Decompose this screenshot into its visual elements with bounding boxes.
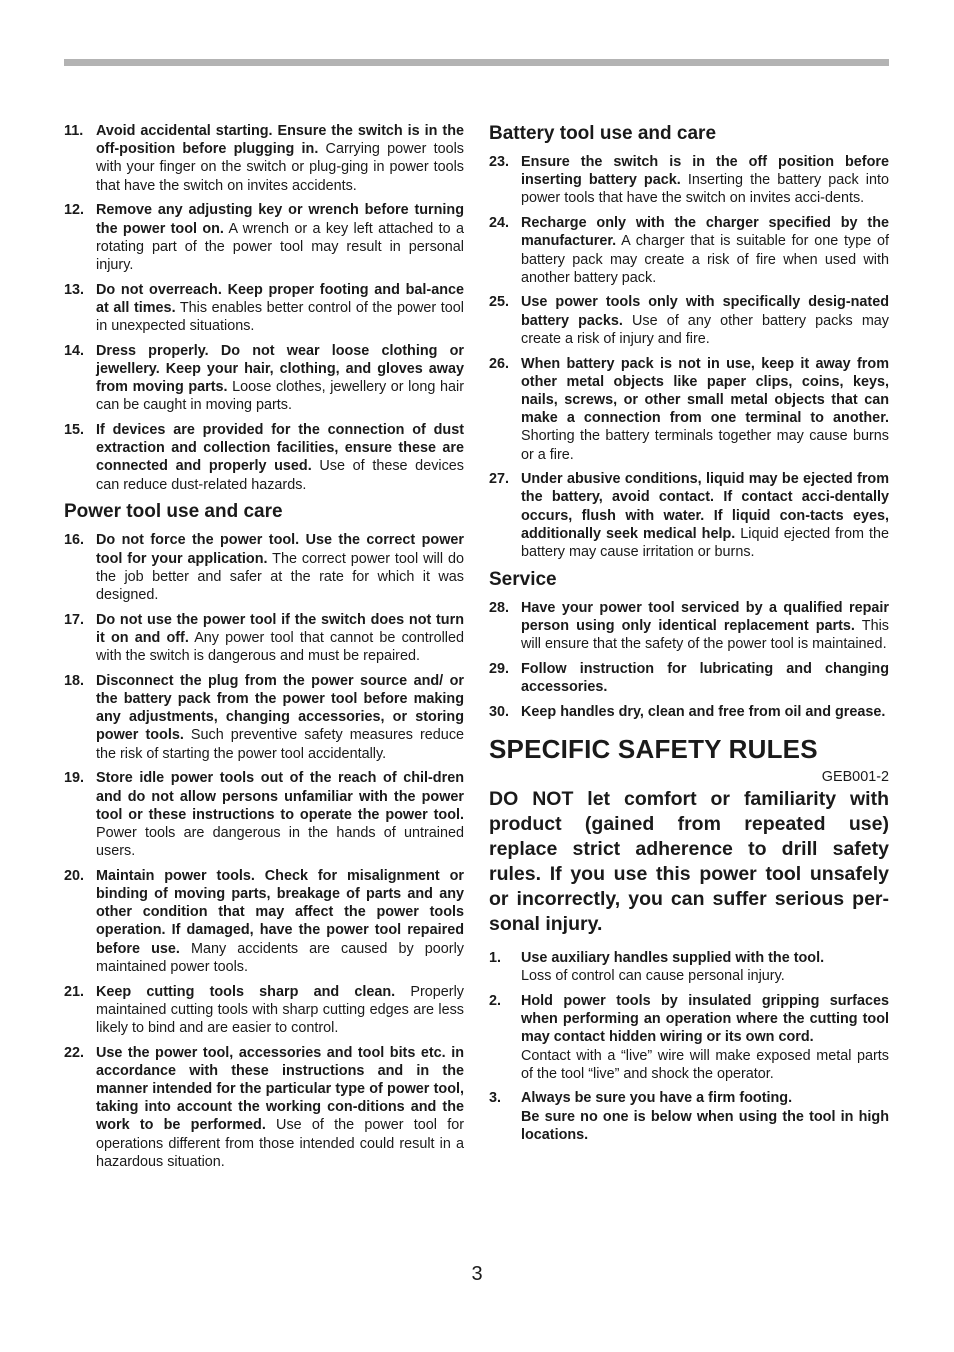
list-item <box>64 611 464 666</box>
page-number: 3 <box>471 1263 483 1285</box>
list-item <box>489 470 889 561</box>
item-text <box>521 293 889 348</box>
item-bold-text: Follow instruction for lubricating and changing accessories. <box>521 660 889 696</box>
item-number: 29. <box>489 660 510 677</box>
service-heading: Service <box>489 568 557 590</box>
item-text <box>521 599 889 654</box>
item-bold-text: Hold power tools by insulated gripping surfaces when performing an operation where the cutting tool may contact hidden wiring or its own cord. <box>521 992 889 1046</box>
item-text <box>521 355 889 464</box>
right-column <box>489 122 889 1151</box>
top-rule <box>64 59 889 66</box>
list-item <box>64 769 464 860</box>
item-body-text: A charger that is suitable for one type of battery pack may create a risk of fire when used with another battery pack. <box>521 233 889 286</box>
list-item <box>489 214 889 287</box>
item-text <box>96 531 464 604</box>
list-item <box>64 1044 464 1171</box>
item-body-text: Use of the power tool for operations different from those intended could result in a hazardous situation. <box>96 1117 465 1170</box>
item-body-text: The correct power tool will do the job better and safer at the rate for which it was designed. <box>96 550 464 603</box>
warning-paragraph: DO NOT let comfort or familiarity with product (gained from repeated use) replace strict adherence to drill safety rules. If you use this power tool unsafely or incorrectly, you can suffer serious per-sonal injury. <box>489 787 889 935</box>
items-battery <box>489 153 889 561</box>
item-body-text: Liquid ejected from the battery may cause irritation or burns. <box>521 525 890 561</box>
item-text <box>96 769 464 860</box>
item-bold-text: Keep cutting tools sharp and clean. <box>96 983 396 1000</box>
item-text <box>521 992 889 1083</box>
item-number: 11. <box>64 123 84 139</box>
list-item <box>64 672 464 763</box>
item-number: 22. <box>64 1044 85 1061</box>
item-body-text: Properly maintained cutting tools with sharp cutting edges are less likely to bind and are easier to control. <box>96 983 464 1036</box>
list-item <box>489 660 889 696</box>
item-number: 24. <box>489 215 510 232</box>
item-text <box>521 470 889 561</box>
list-item <box>489 992 889 1083</box>
item-bold-text: Store idle power tools out of the reach of chil-dren and do not allow persons unfamiliar with the power tool or these instructions to operate the power tool. <box>96 770 464 823</box>
item-text <box>521 703 889 721</box>
item-bold-text: Do not use the power tool if the switch does not turn it on and off. <box>96 611 464 646</box>
list-item <box>489 703 889 721</box>
item-bold-text: Maintain power tools. Check for misalignment or binding of moving parts, breakage of parts and any other condition that may affect the power tools operation. If damaged, have the power tool repaired before use. <box>96 867 464 957</box>
item-text <box>96 421 464 494</box>
item-body-text: Loss of control can cause personal injury. <box>521 968 785 985</box>
item-number: 3. <box>489 1090 502 1107</box>
item-body-text: Loose clothes, jewellery or long hair can be caught in moving parts. <box>96 379 464 414</box>
item-text <box>96 342 464 415</box>
list-item <box>64 342 464 415</box>
item-number: 2. <box>489 992 502 1009</box>
item-text <box>521 1089 889 1144</box>
item-body-text: Any power tool that cannot be controlled with the switch is dangerous and must be repaired. <box>96 629 464 665</box>
list-item <box>489 355 889 464</box>
item-number: 20. <box>64 867 85 884</box>
list-item <box>489 153 889 208</box>
left-column <box>64 122 464 1178</box>
item-body-text: Use of any other battery packs may create a risk of injury and fire. <box>521 312 890 347</box>
item-number: 12. <box>64 202 85 219</box>
item-number: 27. <box>489 471 510 488</box>
item-text <box>521 660 889 696</box>
list-item <box>64 421 464 494</box>
item-text <box>96 1044 464 1171</box>
item-body-text: A wrench or a key left attached to a rotating part of the power tool may result in personal injury. <box>96 220 464 273</box>
item-bold-text: Avoid accidental starting. Ensure the switch is in the off-position before plugging in. <box>96 123 464 158</box>
item-bold-text: Keep handles dry, clean and free from oil and grease. <box>521 703 886 720</box>
item-body-text: Contact with a “live” wire will make exposed metal parts of the tool “live” and shock the operator. <box>521 1047 889 1082</box>
list-item <box>64 531 464 604</box>
item-text <box>96 867 464 976</box>
item-number: 14. <box>64 342 85 359</box>
item-number: 23. <box>489 154 510 170</box>
item-bold-text: Use power tools only with specifically desig-nated battery packs. <box>521 294 889 329</box>
item-bold-text: Dress properly. Do not wear loose clothing or jewellery. Keep your hair, clothing, and gloves away from moving parts. <box>96 342 464 396</box>
list-item <box>489 293 889 348</box>
items-specific <box>489 949 889 1144</box>
item-body-text: This will ensure that the safety of the power tool is maintained. <box>521 617 889 653</box>
document-code: GEB001-2 <box>821 768 889 785</box>
item-number: 15. <box>64 422 85 439</box>
list-item <box>64 201 464 274</box>
item-bold-text: Do not force the power tool. Use the correct power tool for your application. <box>96 532 464 567</box>
item-number: 18. <box>64 672 85 689</box>
item-text <box>96 122 464 195</box>
item-bold-text: Recharge only with the charger specified by the manufacturer. <box>521 215 889 250</box>
item-text <box>96 281 464 336</box>
item-body-text: This enables better control of the power tool in unexpected situations. <box>96 299 464 335</box>
item-body-text: Shorting the battery terminals together may cause burns or a fire. <box>521 428 889 463</box>
list-item <box>489 599 889 654</box>
items-general <box>64 122 464 494</box>
item-body-text: Use of these devices can reduce dust-related hazards. <box>96 458 464 493</box>
item-bold-text: Use auxiliary handles supplied with the tool. <box>521 949 825 966</box>
item-number: 21. <box>64 983 85 1000</box>
item-text <box>96 672 464 763</box>
item-bold-text: Under abusive conditions, liquid may be ejected from the battery, avoid contact. If contact acci-dentally occurs, flush with water. If liquid con-tacts eyes, additionally seek medical help. <box>521 471 889 542</box>
item-bold-text: When battery pack is not in use, keep it away from other metal objects like paper clips, coins, keys, nails, screws, or other small metal objects that can make a connection from one terminal to another. <box>521 355 889 427</box>
items-service <box>489 599 889 721</box>
item-number: 28. <box>489 599 510 616</box>
list-item <box>64 983 464 1038</box>
item-text <box>521 153 889 208</box>
items-power-tool <box>64 531 464 1171</box>
item-bold-text: Have your power tool serviced by a qualified repair person using only identical replacement parts. <box>521 599 889 634</box>
item-text <box>521 214 889 287</box>
item-number: 25. <box>489 294 510 311</box>
item-bold-text: Use the power tool, accessories and tool bits etc. in accordance with these instructions and in the manner intended for the particular type of power tool, taking into account the working con-ditions and the work to be performed. <box>96 1044 464 1134</box>
list-item <box>489 949 889 985</box>
item-body-text: Carrying power tools with your finger on the switch or plug-ging in power tools that have the switch on invites accidents. <box>96 141 464 194</box>
item-bold-text: If devices are provided for the connection of dust extraction and collection facilities, ensure these are connected and properly used. <box>96 422 464 475</box>
list-item <box>489 1089 889 1144</box>
item-number: 17. <box>64 611 85 628</box>
item-number: 16. <box>64 532 85 549</box>
item-text <box>96 611 464 666</box>
item-bold-text: Be sure no one is below when using the tool in high locations. <box>521 1108 889 1143</box>
item-body-text: Many accidents are caused by poorly maintained power tools. <box>96 940 464 975</box>
item-text <box>521 949 889 985</box>
item-body-text: Inserting the battery pack into power tools that have the switch on invites acci-dents. <box>521 172 889 207</box>
list-item <box>64 867 464 976</box>
battery-heading: Battery tool use and care <box>489 123 717 144</box>
list-item <box>64 281 464 336</box>
list-item <box>64 122 464 195</box>
item-text <box>96 201 464 274</box>
item-text <box>96 983 464 1038</box>
specific-safety-heading: SPECIFIC SAFETY RULES <box>489 733 818 764</box>
item-number: 13. <box>64 281 85 298</box>
item-number: 1. <box>489 949 502 966</box>
item-bold-text: Ensure the switch is in the off position before inserting battery pack. <box>521 154 889 189</box>
item-bold-text: Disconnect the plug from the power source and/ or the battery pack from the power tool before making any adjustments, changing accessories, or storing power tools. <box>96 672 464 744</box>
power-tool-heading: Power tool use and care <box>64 501 283 523</box>
item-number: 19. <box>64 770 85 787</box>
item-number: 26. <box>489 355 510 372</box>
item-bold-text: Remove any adjusting key or wrench before turning the power tool on. <box>96 202 464 237</box>
item-number: 30. <box>489 703 510 720</box>
item-bold-text: Do not overreach. Keep proper footing and bal-ance at all times. <box>96 281 464 316</box>
item-body-text: Power tools are dangerous in the hands of untrained users. <box>96 824 464 860</box>
item-bold-text: Always be sure you have a firm footing. <box>521 1090 793 1107</box>
item-body-text: Such preventive safety measures reduce the risk of starting the power tool accidentally. <box>96 727 465 762</box>
